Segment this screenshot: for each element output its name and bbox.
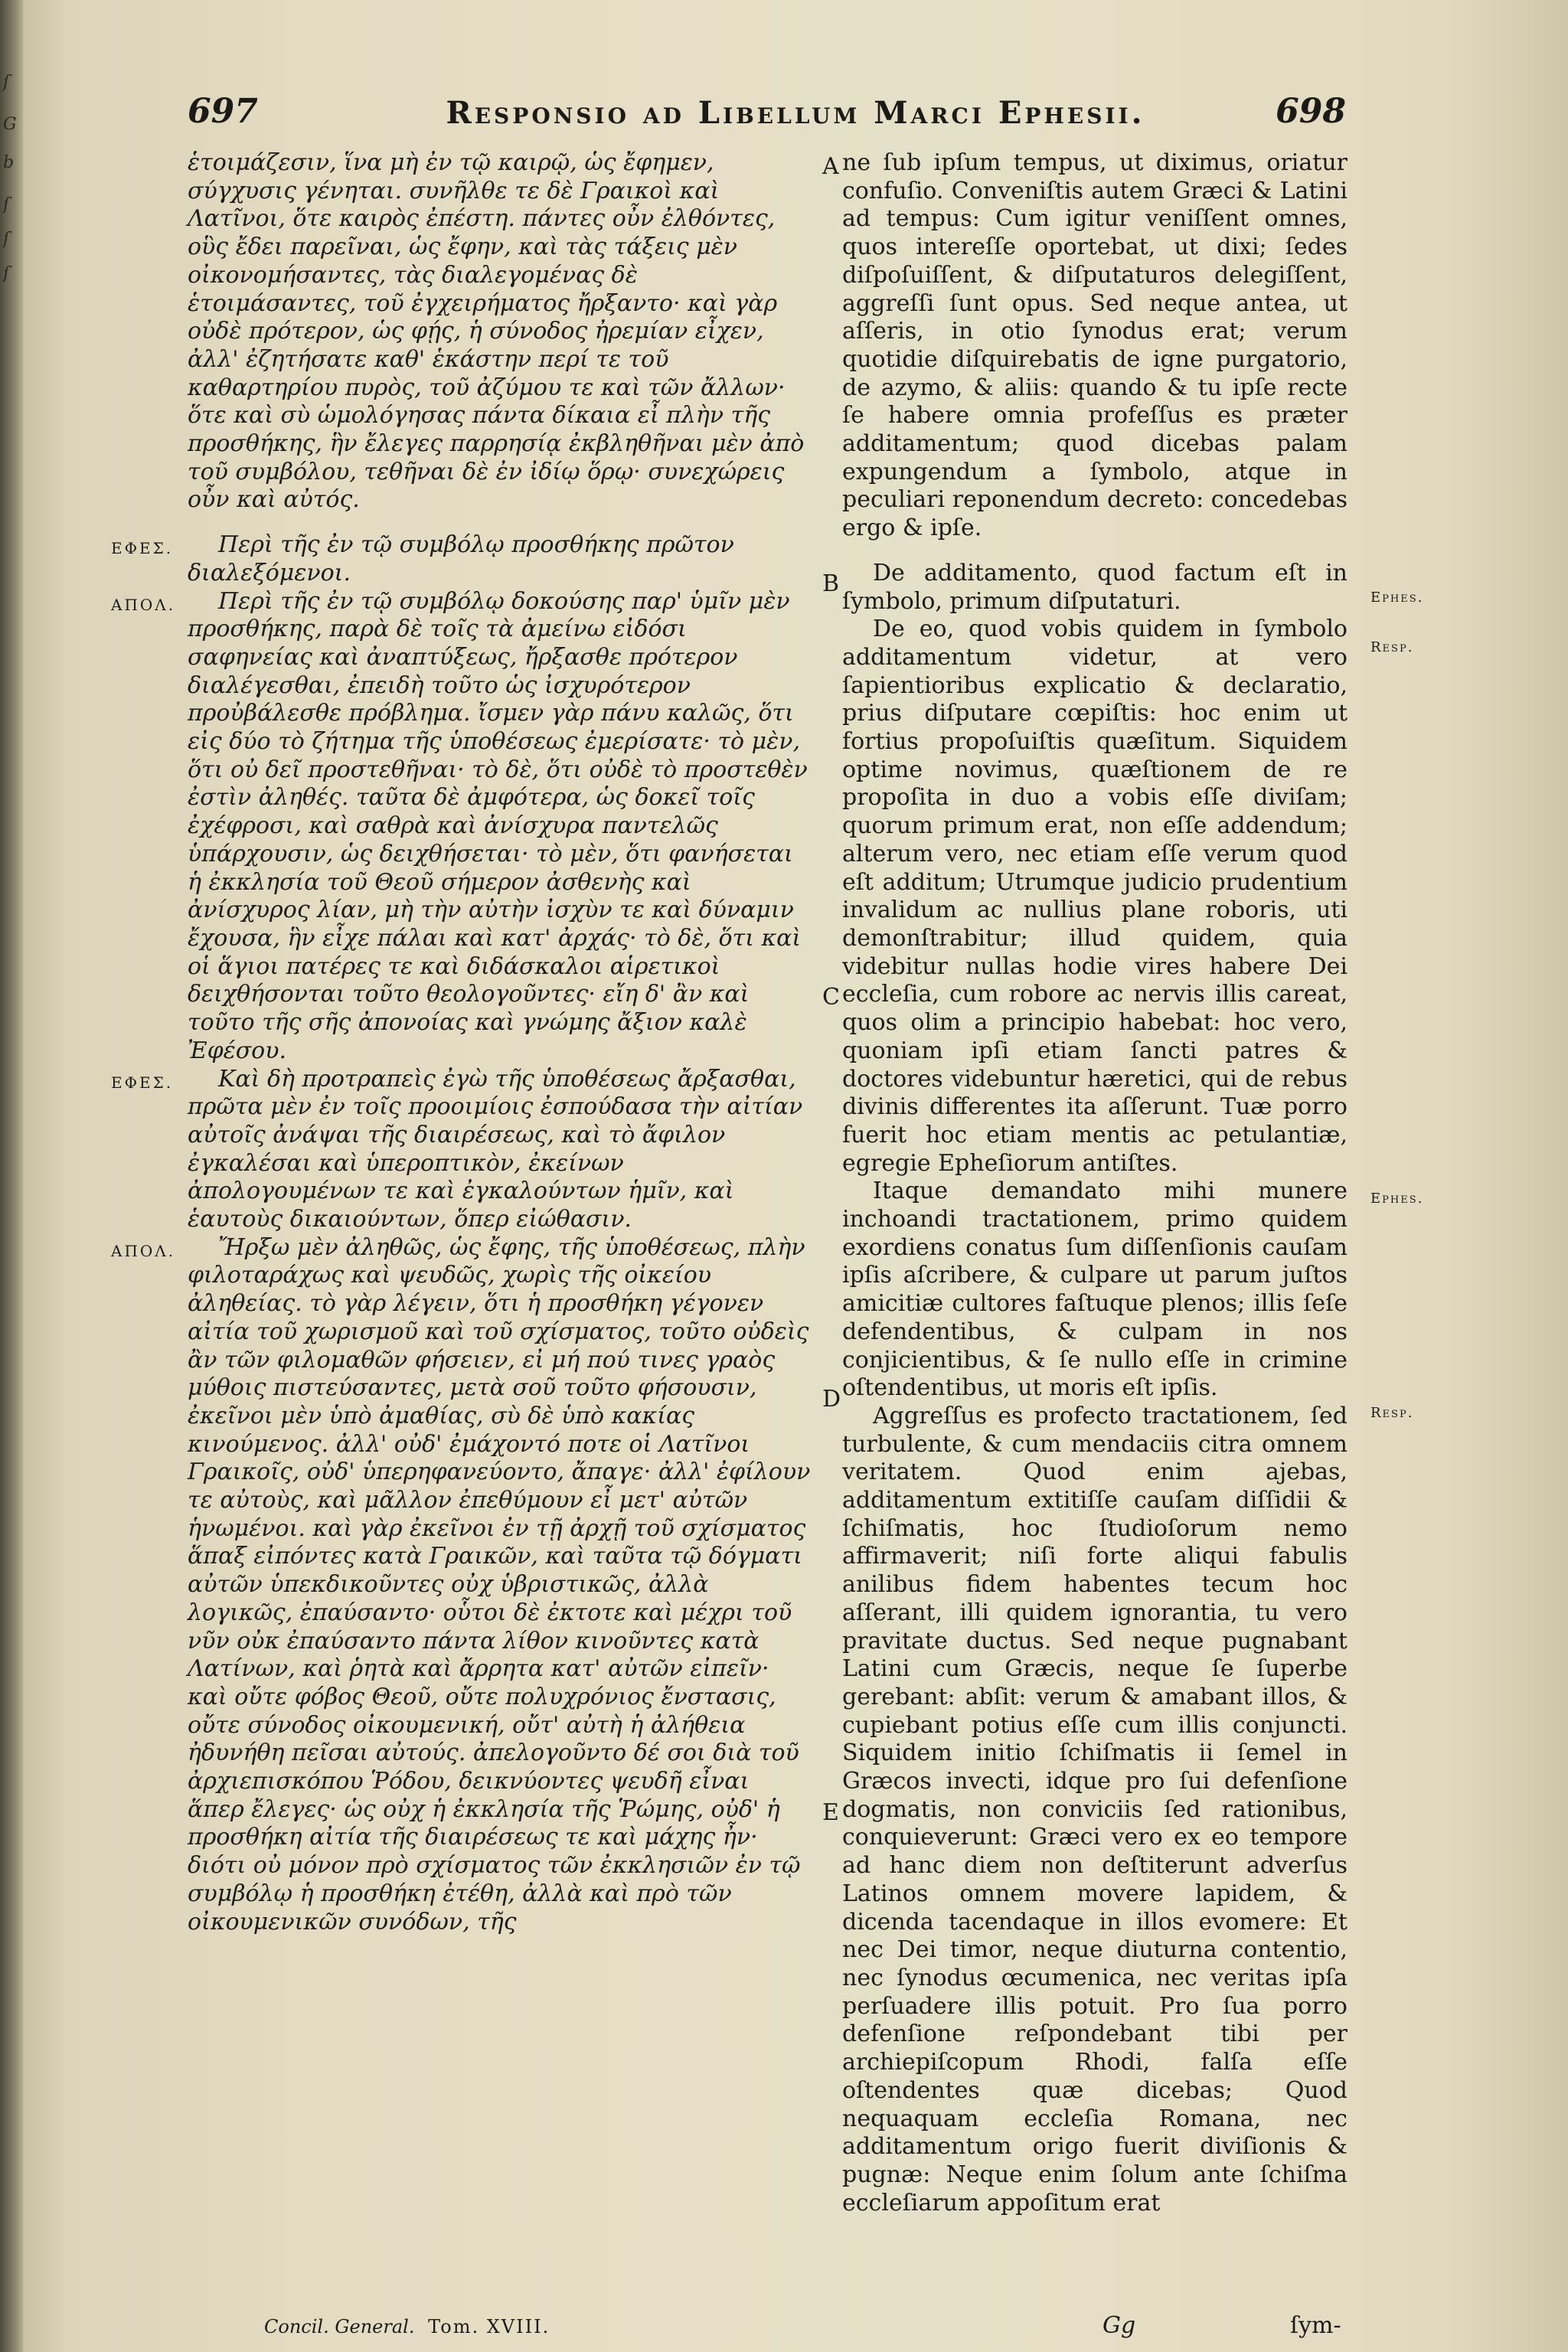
margin-fragment: ſ <box>3 230 10 249</box>
dialogue-turn <box>111 1233 812 1937</box>
margin-fragment: ſ <box>3 195 10 214</box>
speaker-label: ΑΠΟΛ. <box>111 595 176 614</box>
greek-paragraph: ἑτοιμάζεσιν, ἵνα μὴ ἐν τῷ καιρῷ, ὡς ἔφημεν, σύγχυσις γένηται. συνῆλθε τε δὲ Γραικοὶ καὶ Λατῖνοι, ὅτε καιρὸς ἐπέστη. πάντες οὖν ἐλθόντες, οὓς ἔδει παρεῖναι, ὡς ἔφην, καὶ τὰς τάξεις μὲν οἰκονομήσαντες, τὰς διαλεγομένας δὲ ἑτοιμάσαντες, τοῦ ἐγχειρήματος ἤρξαντο· καὶ γὰρ οὐδὲ πρότερον, ὡς φῄς, ἡ σύνοδος ἠρεμίαν εἶχεν, ἀλλ' ἐζητήσατε καθ' ἑκάστην περί τε τοῦ καθαρτηρίου πυρὸς, τοῦ ἀζύμου τε καὶ τῶν ἄλλων· ὅτε καὶ σὺ ὡμολόγησας πάντα δίκαια εἶ πλὴν τῆς προσθήκης, ἣν ἔλεγες παρρησίᾳ ἐκβληθῆναι μὲν ἀπὸ τοῦ συμβόλου, τεθῆναι δὲ ἐν ἰδίῳ ὅρῳ· συνεχώρεις οὖν καὶ αὐτός. <box>188 149 805 514</box>
latin-paragraph: De additamento, quod factum eſt in ſymbolo, primum diſputaturi. <box>842 559 1348 615</box>
greek-paragraph: Καὶ δὴ προτραπεὶς ἐγὼ τῆς ὑποθέσεως ἄρξασθαι, πρῶτα μὲν ἐν τοῖς προοιμίοις ἐσπούδασα τὴν αἰτίαν αὐτοῖς ἀνάψαι τῆς διαιρέσεως, καὶ τὸ ἄφιλον ἐγκαλέσαι καὶ ὑπεροπτικὸν, ἐκείνων ἀπολογουμένων τε καὶ ἐγκαλούντων ἡμῖν, καὶ ἑαυτοὺς δικαιούντων, ὅπερ εἰώθασιν. <box>188 1065 803 1233</box>
catchword: ſym- <box>1290 2312 1341 2339</box>
speaker-label: ΑΠΟΛ. <box>111 1241 176 1260</box>
latin-paragraph: ne ſub ipſum tempus, ut diximus, oriatur confuſio. Conveniſtis autem Græci & Latini ad tempus: Cum igitur veniſſent omnes, quos intereſſe oportebat, ut dixi; ſedes diſpoſuiſſent, & diſputaturos delegiſſent, aggreſſi ſunt opus. Sed neque antea, ut aſſeris, in otio ſynodus erat; verum quotidie diſquirebatis de igne purgatorio, de azymo, & aliis: quando & tu ipſe recte ſe habere omnia profeſſus es præter additamentum; quod dicebas palam expungendum a ſymbolo, atque in peculiari reponendum decreto: concedebas ergo & ipſe. <box>842 149 1348 542</box>
section-letter: D <box>822 1386 841 1413</box>
greek-text-column <box>111 149 812 1936</box>
dialogue-turn <box>111 587 812 1066</box>
margin-fragment: b <box>3 153 15 172</box>
running-title: Responsio ad Libellum Marci Ephesii. <box>446 95 1145 131</box>
side-speaker-label: Ephes. <box>1370 590 1424 606</box>
council-title: Concil. General. <box>264 2316 415 2337</box>
previous-page-edge <box>0 0 23 2352</box>
side-speaker-label: Ephes. <box>1370 1191 1424 1207</box>
speaker-label: ΕΦΕΣ. <box>111 539 174 558</box>
greek-paragraph: Περὶ τῆς ἐν τῷ συμβόλῳ προσθήκης πρῶτον διαλεξόμενοι. <box>188 531 734 586</box>
side-speaker-label: Resp. <box>1370 639 1414 655</box>
section-letter: B <box>822 570 840 597</box>
gathering-signature: Gg <box>1102 2312 1136 2339</box>
latin-text-column <box>842 149 1348 2217</box>
page-number-left: 697 <box>188 92 258 131</box>
margin-fragment: G <box>3 115 17 134</box>
book-page <box>23 0 1568 2352</box>
page-number-right: 698 <box>1276 92 1346 131</box>
latin-paragraph: De eo, quod vobis quidem in ſymbolo additamentum videtur, at vero ſapientioribus explicatio & declaratio, prius diſputare cœpiſtis: hoc enim ut fortius propoſuiſtis quæſitum. Siquidem optime novimus, quæſtionem de re propoſita in duo a vobis eſſe diviſam; quorum primum erat, non eſſe addendum; alterum vero, nec etiam eſſe verum quod eſt additum; Utrumque judicio prudentium invalidum ac nullius plane roboris, uti demonſtrabitur; illud quidem, quia videbitur nullas hodie vires habere Dei eccleſia, cum robore ac nervis illis careat, quos olim a principio habebat: hoc vero, quoniam ipſi etiam ſancti patres & doctores videbuntur hæretici, qui de rebus divinis differentes ita aſſerunt. Tuæ porro fuerit hoc etiam mentis ac petulantiæ, egregie Epheſiorum antiſtes. <box>842 616 1348 1177</box>
margin-fragment: ſ <box>3 73 10 92</box>
footer-signature <box>264 2316 550 2337</box>
section-letter: E <box>822 1799 839 1826</box>
volume-number: Tom. XVIII. <box>428 2316 550 2337</box>
margin-fragment: ſ <box>3 264 10 283</box>
section-letter: A <box>822 153 839 180</box>
dialogue-turn <box>111 531 812 587</box>
section-letter: C <box>822 984 840 1011</box>
speaker-label: ΕΦΕΣ. <box>111 1073 174 1092</box>
dialogue-turn <box>111 1065 812 1234</box>
latin-paragraph: Itaque demandato mihi munere inchoandi tractationem, primo quidem exordiens conatus ſum diſſenſionis cauſam ipſis aſcribere, & culpare ut parum juſtos amicitiæ cultores faſtuque plenos; illis ſeſe defendentibus, & culpam in nos conjicientibus, & ſe nullo eſſe in crimine oſtendentibus, ut moris eſt ipſis. <box>842 1178 1348 1402</box>
latin-paragraph: Aggreſſus es profecto tractationem, ſed turbulente, & cum mendaciis citra omnem veritatem. Quod enim ajebas, additamentum extitiſſe cauſam diſſidii & ſchiſmatis, hoc ſtudioſorum nemo affirmaverit; niſi forte aliqui fabulis anilibus fidem habentes tecum hoc aſſerant, illi quidem ignorantia, tu vero pravitate ductus. Sed neque pugnabant Latini cum Græcis, neque ſe ſuperbe gerebant: abſit: verum & amabant illos, & cupiebant potius eſſe cum illis conjuncti. Siquidem initio ſchiſmatis ii ſemel in Græcos invecti, idque pro ſui defenſione dogmatis, non conviciis ſed rationibus, conquieverunt: Græci vero ex eo tempore ad hanc diem non deſtiterunt adverſus Latinos omnem movere lapidem, & dicenda tacendaque in illos evomere: Et nec Dei timor, neque diuturna contentio, nec ſynodus œcumenica, nec veritas ipſa perſuadere illis potuit. Pro ſua porro defenſione reſpondebant tibi per archiepiſcopum Rhodi, falſa eſſe oſtendentes quæ dicebas; Quod nequaquam eccleſia Romana, nec additamentum origo fuerit diviſionis & pugnæ: Neque enim ſolum ante ſchiſma eccleſiarum appoſitum erat <box>842 1402 1348 2216</box>
greek-paragraph: Περὶ τῆς ἐν τῷ συμβόλῳ δοκούσης παρ' ὑμῖν μὲν προσθήκης, παρὰ δὲ τοῖς τὰ ἀμείνω εἰδόσι σαφηνείας καὶ ἀναπτύξεως, ἤρξασθε πρότερον διαλέγεσθαι, ἐπειδὴ τοῦτο ὡς ἰσχυρότερον προὐβάλεσθε πρόβλημα. ἴσμεν γὰρ πάνυ καλῶς, ὅτι εἰς δύο τὸ ζήτημα τῆς ὑποθέσεως ἐμερίσατε· τὸ μὲν, ὅτι οὐ δεῖ προστεθῆναι· τὸ δὲ, ὅτι οὐδὲ τὸ προστεθὲν ἐστὶν ἀληθές. ταῦτα δὲ ἀμφότερα, ὡς δοκεῖ τοῖς ἐχέφροσι, καὶ σαθρὰ καὶ ἀνίσχυρα παντελῶς ὑπάρχουσιν, ὡς δειχθήσεται· τὸ μὲν, ὅτι φανήσεται ἡ ἐκκλησία τοῦ Θεοῦ σήμερον ἀσθενὴς καὶ ἀνίσχυρος λίαν, μὴ τὴν αὐτὴν ἰσχὺν τε καὶ δύναμιν ἔχουσα, ἣν εἶχε πάλαι καὶ κατ' ἀρχάς· τὸ δὲ, ὅτι καὶ οἱ ἅγιοι πατέρες τε καὶ διδάσκαλοι αἱρετικοὶ δειχθήσονται τοῦτο θεολογοῦντες· εἴη δ' ἂν καὶ τοῦτο τῆς σῆς ἀπονοίας καὶ γνώμης ἄξιον καλὲ Ἐφέσου. <box>188 587 808 1064</box>
side-speaker-label: Resp. <box>1370 1405 1414 1421</box>
greek-paragraph: Ἤρξω μὲν ἀληθῶς, ὡς ἔφης, τῆς ὑποθέσεως, πλὴν φιλοταράχως καὶ ψευδῶς, χωρὶς τῆς οἰκείου ἀληθείας. τὸ γὰρ λέγειν, ὅτι ἡ προσθήκη γέγονεν αἰτία τοῦ χωρισμοῦ καὶ τοῦ σχίσματος, τοῦτο οὐδεὶς ἂν τῶν φιλομαθῶν φήσειεν, εἰ μή πού τινες γραὸς μύθοις πιστεύσαντες, μετὰ σοῦ τοῦτο φήσουσιν, ἐκεῖνοι μὲν ὑπὸ ἀμαθίας, σὺ δὲ ὑπὸ κακίας κινούμενος. ἀλλ' οὐδ' ἐμάχοντό ποτε οἱ Λατῖνοι Γραικοῖς, οὐδ' ὑπερηφανεύοντο, ἄπαγε· ἀλλ' ἐφίλουν τε αὐτοὺς, καὶ μᾶλλον ἐπεθύμουν εἶ μετ' αὐτῶν ἡνωμένοι. καὶ γὰρ ἐκεῖνοι ἐν τῇ ἀρχῇ τοῦ σχίσματος ἅπαξ εἰπόντες κατὰ Γραικῶν, καὶ ταῦτα τῷ δόγματι αὐτῶν ὑπεκδικοῦντες οὐχ ὑβριστικῶς, ἀλλὰ λογικῶς, ἐπαύσαντο· οὗτοι δὲ ἐκτοτε καὶ μέχρι τοῦ νῦν οὐκ ἐπαύσαντο πάντα λίθον κινοῦντες κατὰ Λατίνων, καὶ ῥητὰ καὶ ἄρρητα κατ' αὐτῶν εἰπεῖν· καὶ οὔτε φόβος Θεοῦ, οὔτε πολυχρόνιος ἔνστασις, οὔτε σύνοδος οἰκουμενική, οὔτ' αὐτὴ ἡ ἀλήθεια ἠδυνήθη πεῖσαι αὐτούς. ἀπελογοῦντο δέ σοι διὰ τοῦ ἀρχιεπισκόπου Ῥόδου, δεικνύοντες ψευδῆ εἶναι ἅπερ ἔλεγες· ὡς οὐχ ἡ ἐκκλησία τῆς Ῥώμης, οὐδ' ἡ προσθήκη αἰτία τῆς διαιρέσεως τε καὶ μάχης ἦν· διότι οὐ μόνον πρὸ σχίσματος τῶν ἐκκλησιῶν ἐν τῷ συμβόλῳ ἡ προσθήκη ἐτέθη, ἀλλὰ καὶ πρὸ τῶν οἰκουμενικῶν συνόδων, τῆς <box>188 1233 811 1936</box>
